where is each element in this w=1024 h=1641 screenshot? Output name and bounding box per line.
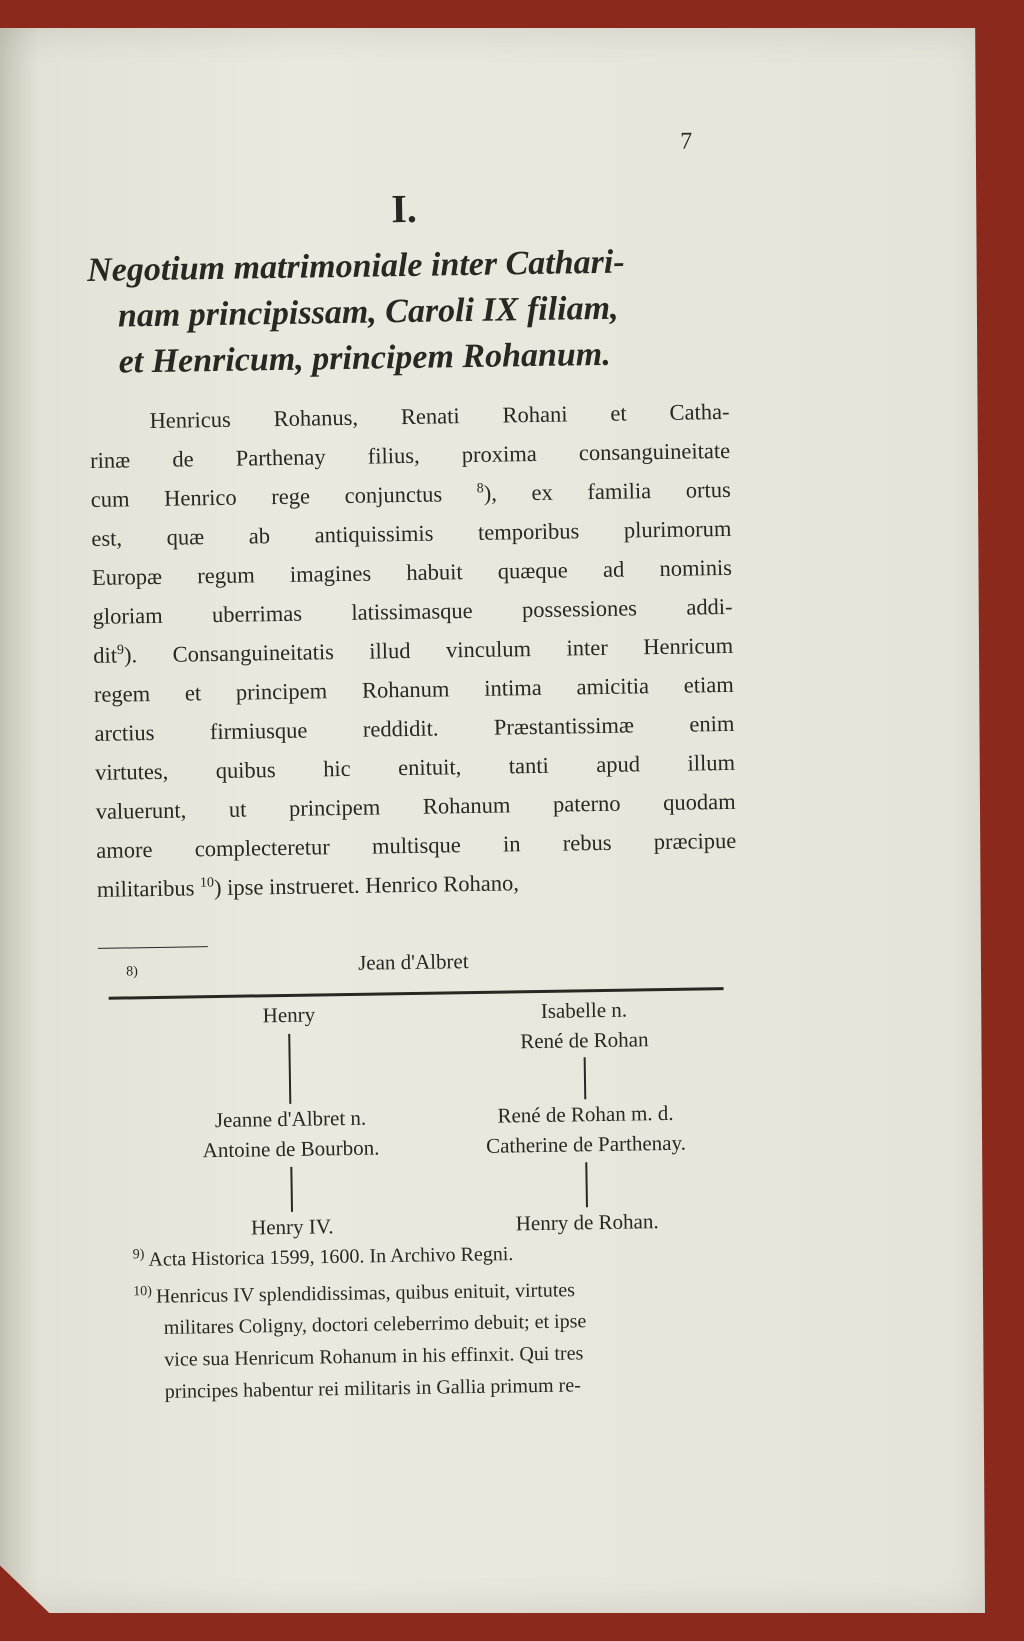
body-line: regem et principem Rohanum intima amicitia etiam — [93, 671, 734, 707]
footnote-line: vice sua Henricum Rohanum in his effinxit. Qui tres — [164, 1342, 584, 1372]
genealogy-left-great-grandchild: Henry IV. — [250, 1214, 334, 1240]
genealogy-right-grandchild — [440, 1097, 731, 1162]
genealogy-connector — [290, 1167, 293, 1212]
genealogy-left-grandchild — [170, 1102, 411, 1166]
body-line-text: ) ipse instrueret. Henrico Rohano, — [213, 870, 520, 901]
genealogy-chart — [98, 945, 742, 1240]
body-line: rinæ de Parthenay filius, proxima consanguineitate — [89, 437, 731, 473]
body-text — [89, 392, 737, 909]
footnote-ref-9: 9 — [116, 642, 125, 659]
page-number: 7 — [680, 128, 693, 155]
footnote-ref-8: 8 — [476, 481, 484, 497]
footnote-mark: 10) — [133, 1283, 153, 1300]
footnotes — [132, 1230, 755, 1409]
genealogy-connector — [288, 1034, 291, 1104]
body-line: virtutes, quibus hic enituit, tanti apud illum — [94, 749, 736, 785]
body-line-text: militaribus — [96, 875, 195, 902]
genealogy-connector — [584, 1057, 587, 1099]
genealogy-line: Catherine de Parthenay. — [485, 1130, 687, 1158]
genealogy-line: René de Rohan m. d. — [497, 1100, 674, 1128]
footnote-line: principes habentur rei militaris in Gallia primum re- — [164, 1374, 581, 1404]
section-title — [87, 238, 749, 386]
genealogy-line: Antoine de Bourbon. — [202, 1135, 380, 1163]
title-line: nam principissam, Caroli IX filiam, — [117, 289, 619, 335]
body-line: Europæ regum imagines habuit quæque ad nominis — [91, 554, 733, 590]
genealogy-line: Isabelle n. — [540, 997, 628, 1023]
genealogy-footnote-mark: 8) — [126, 964, 139, 980]
genealogy-line: René de Rohan — [520, 1027, 649, 1054]
footnote-line: militares Coligny, doctori celeberrimo debuit; et ipse — [163, 1310, 587, 1340]
genealogy-right-great-grandchild: Henry de Rohan. — [515, 1209, 659, 1236]
body-line: arctius firmiusque reddidit. Præstantissimæ enim — [94, 710, 735, 746]
genealogy-left-child: Henry — [262, 1002, 316, 1028]
body-line: Henricus Rohanus, Renati Rohani et Catha- — [149, 398, 730, 434]
footnote-line: Acta Historica 1599, 1600. In Archivo Regni. — [148, 1243, 514, 1271]
title-line: Negotium matrimoniale inter Cathari- — [86, 243, 625, 289]
genealogy-root: Jean d'Albret — [357, 949, 469, 975]
genealogy-connector — [585, 1162, 588, 1207]
body-line: amore complecteretur multisque in rebus præcipue — [96, 827, 737, 863]
body-line: gloriam uberrimas latissimasque possessiones addi- — [92, 593, 733, 629]
footnote-ref-10: 10 — [199, 875, 215, 891]
body-line-text: ). Consanguineitatis illud vinculum inter Henricum — [123, 632, 734, 668]
footnote-mark: 9) — [132, 1247, 145, 1263]
title-line: et Henricum, principem Rohanum. — [118, 335, 612, 381]
body-line-text: cum Henrico rege conjunctus — [90, 481, 443, 512]
genealogy-right-child — [484, 994, 685, 1057]
genealogy-line: Jeanne d'Albret n. — [214, 1105, 367, 1133]
section-numeral: I. — [390, 185, 418, 232]
body-line-text: dit — [93, 642, 118, 668]
body-line: est, quæ ab antiquissimis temporibus plurimorum — [91, 515, 732, 551]
body-line: valuerunt, ut principem Rohanum paterno quodam — [95, 788, 736, 824]
footnote-line: Henricus IV splendidissimas, quibus enituit, virtutes — [155, 1278, 576, 1308]
body-line-text: ), ex familia ortus — [483, 476, 731, 506]
